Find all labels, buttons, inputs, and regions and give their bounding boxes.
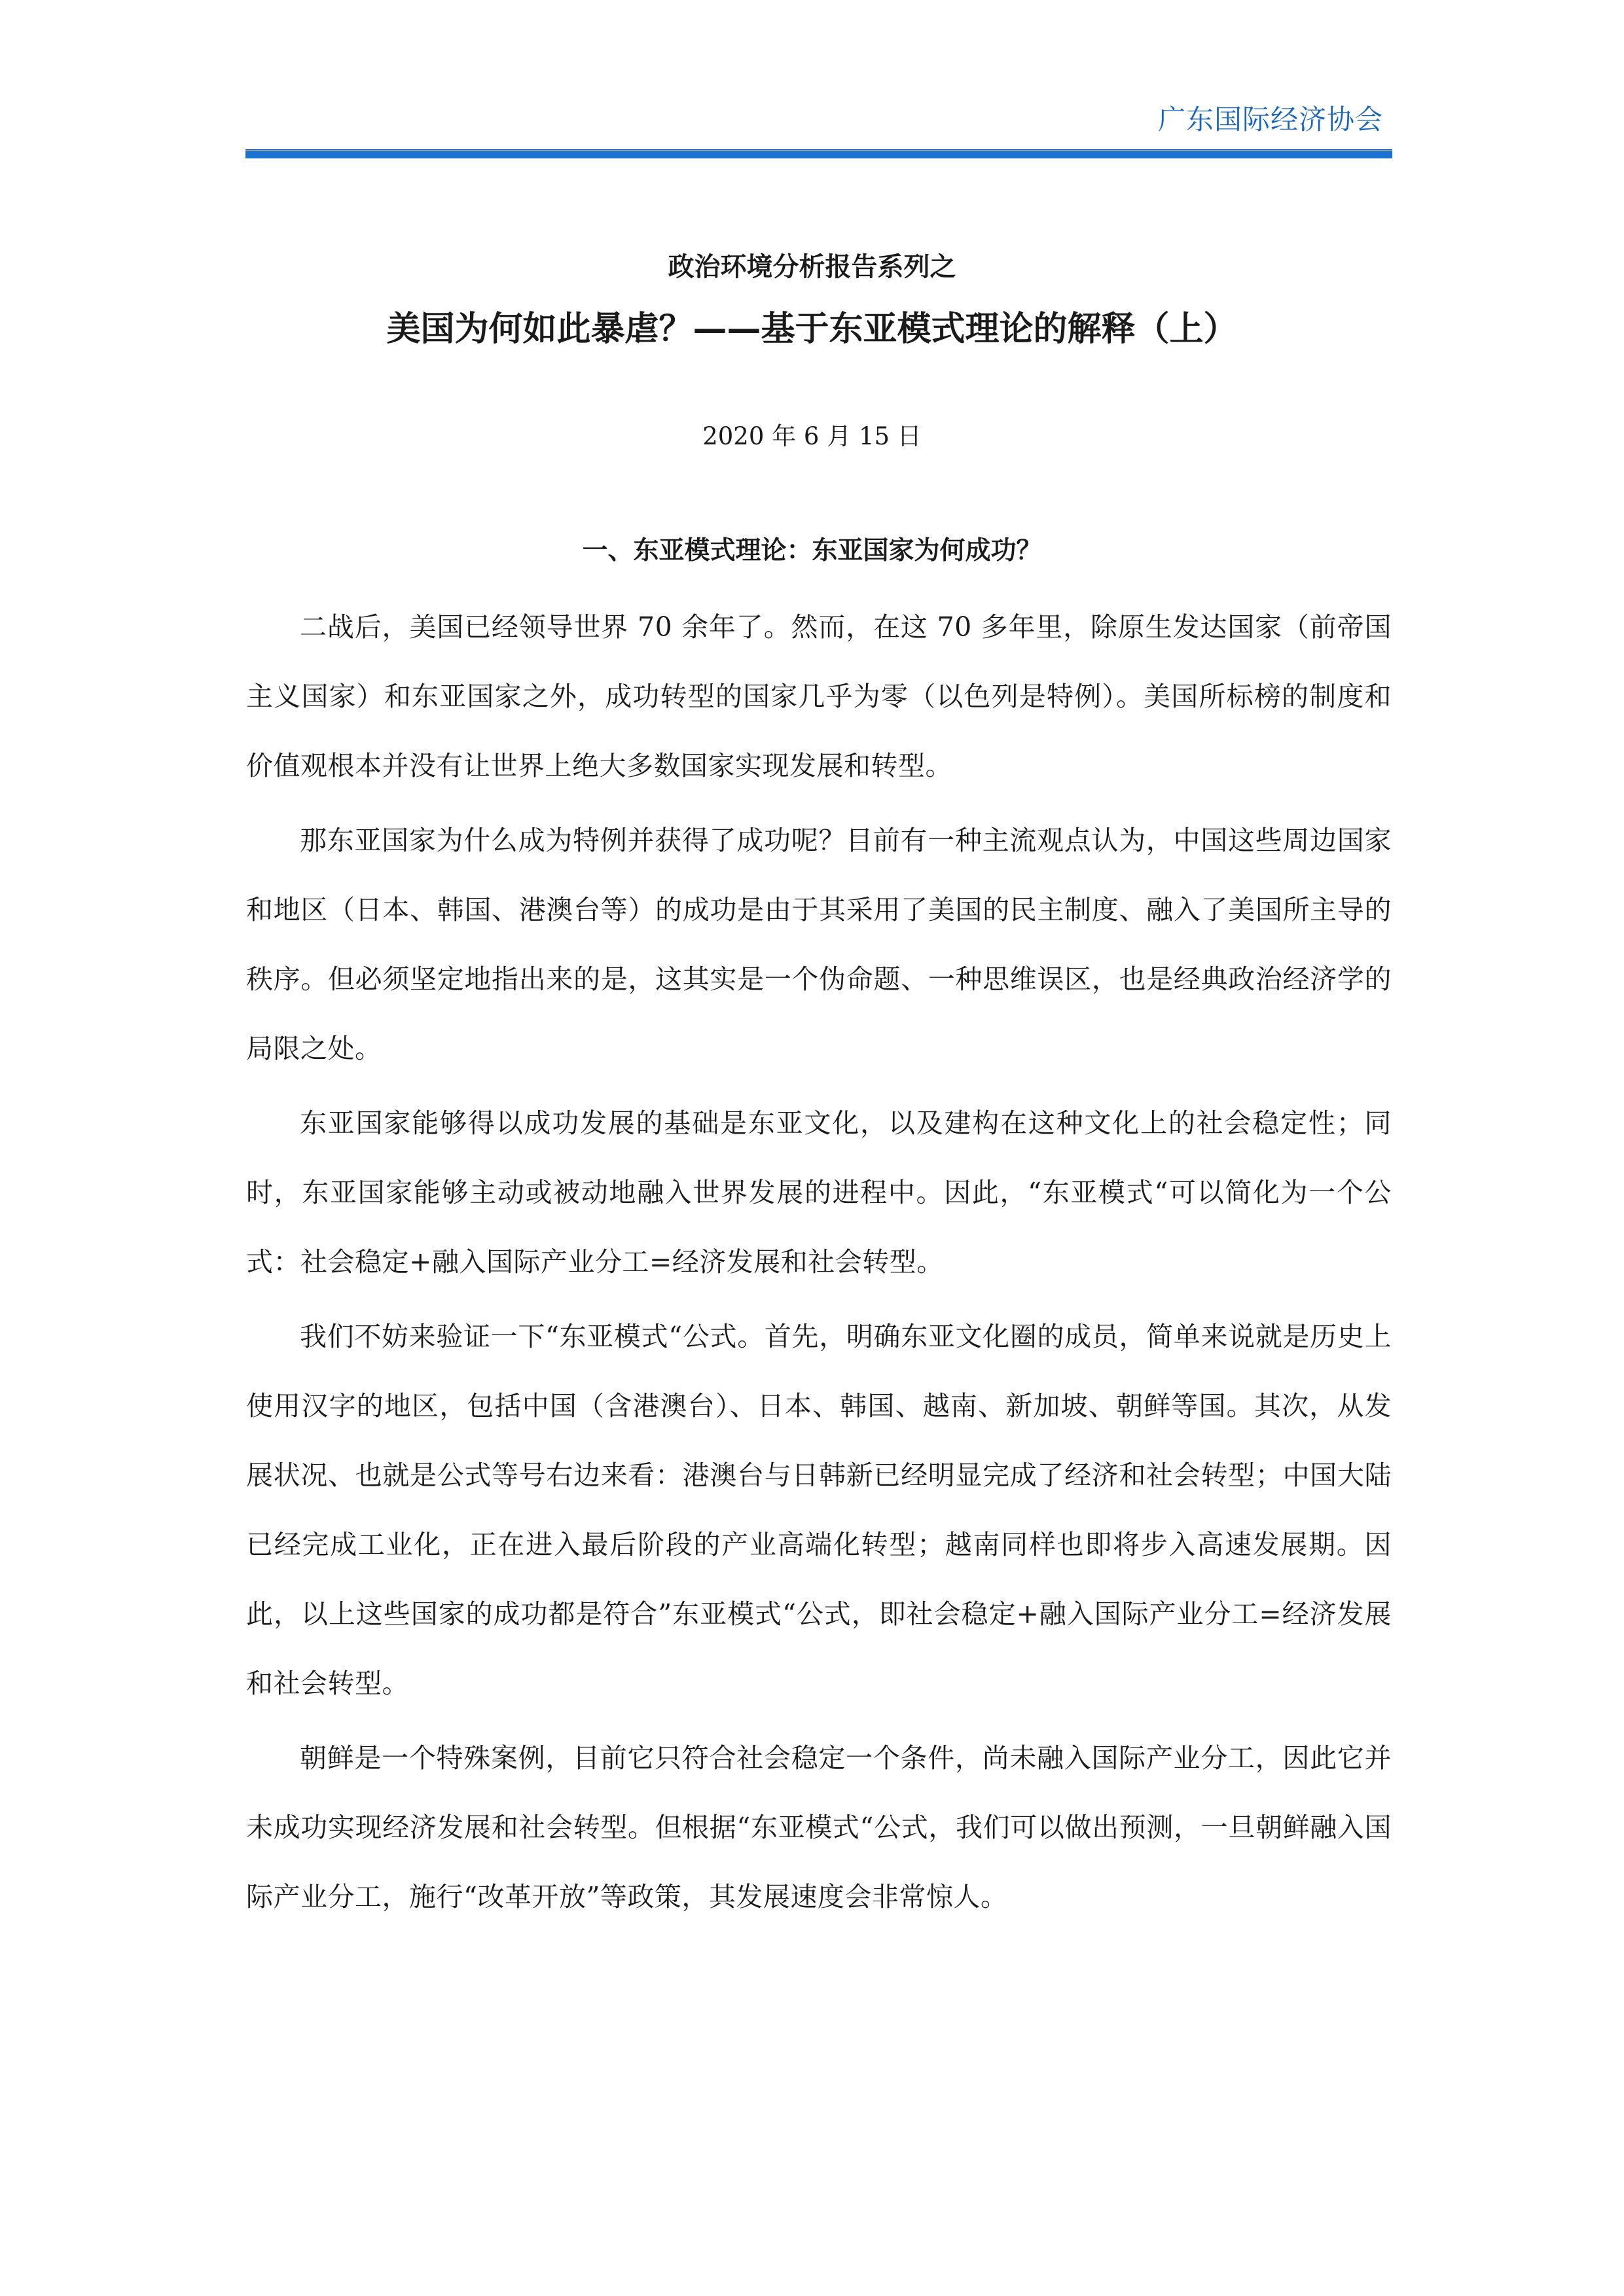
- paragraph-4: 我们不妨来验证一下“东亚模式“公式。首先，明确东亚文化圈的成员，简单来说就是历史上使用汉字的地区，包括中国（含港澳台）、日本、韩国、越南、新加坡、朝鲜等国。其次，从发展状况、也就是公式等号右边来看：港澳台与日韩新已经明显完成了经济和社会转型；中国大陆已经完成工业化，正在进入最后阶段的产业高端化转型；越南同样也即将步入高速发展期。因此，以上这些国家的成功都是符合”东亚模式“公式，即社会稳定+融入国际产业分工=经济发展和社会转型。: [246, 1321, 1392, 1699]
- document-title: 美国为何如此暴虐？——基于东亚模式理论的解释（上）: [386, 310, 1238, 349]
- paragraph-5: 朝鲜是一个特殊案例，目前它只符合社会稳定一个条件，尚未融入国际产业分工，因此它并未成功实现经济发展和社会转型。但根据“东亚模式“公式，我们可以做出预测，一旦朝鲜融入国际产业分工，施行“改革开放”等政策，其发展速度会非常惊人。: [246, 1742, 1392, 1912]
- publish-date: 2020 年 6 月 15 日: [702, 422, 922, 450]
- section-heading: 一、东亚模式理论：东亚国家为何成功？: [582, 536, 1042, 565]
- organization-name: 广东国际经济协会: [1157, 103, 1383, 135]
- header-divider-thin: [245, 149, 1392, 151]
- paragraph-2: 那东亚国家为什么成为特例并获得了成功呢？目前有一种主流观点认为，中国这些周边国家和地区（日本、韩国、港澳台等）的成功是由于其采用了美国的民主制度、融入了美国所主导的秩序。但必须坚定地指出来的是，这其实是一个伪命题、一种思维误区，也是经典政治经济学的局限之处。: [246, 825, 1392, 1064]
- header-divider-thick: [245, 151, 1392, 158]
- series-title: 政治环境分析报告系列之: [668, 252, 956, 282]
- body-text: [246, 592, 1392, 1937]
- paragraph-1: 二战后，美国已经领导世界 70 余年了。然而，在这 70 多年里，除原生发达国家（前帝国主义国家）和东亚国家之外，成功转型的国家几乎为零（以色列是特例）。美国所标榜的制度和价值观根本并没有让世界上绝大多数国家实现发展和转型。: [246, 611, 1392, 781]
- paragraph-3: 东亚国家能够得以成功发展的基础是东亚文化，以及建构在这种文化上的社会稳定性；同时，东亚国家能够主动或被动地融入世界发展的进程中。因此，“东亚模式“可以简化为一个公式：社会稳定+融入国际产业分工=经济发展和社会转型。: [246, 1107, 1392, 1278]
